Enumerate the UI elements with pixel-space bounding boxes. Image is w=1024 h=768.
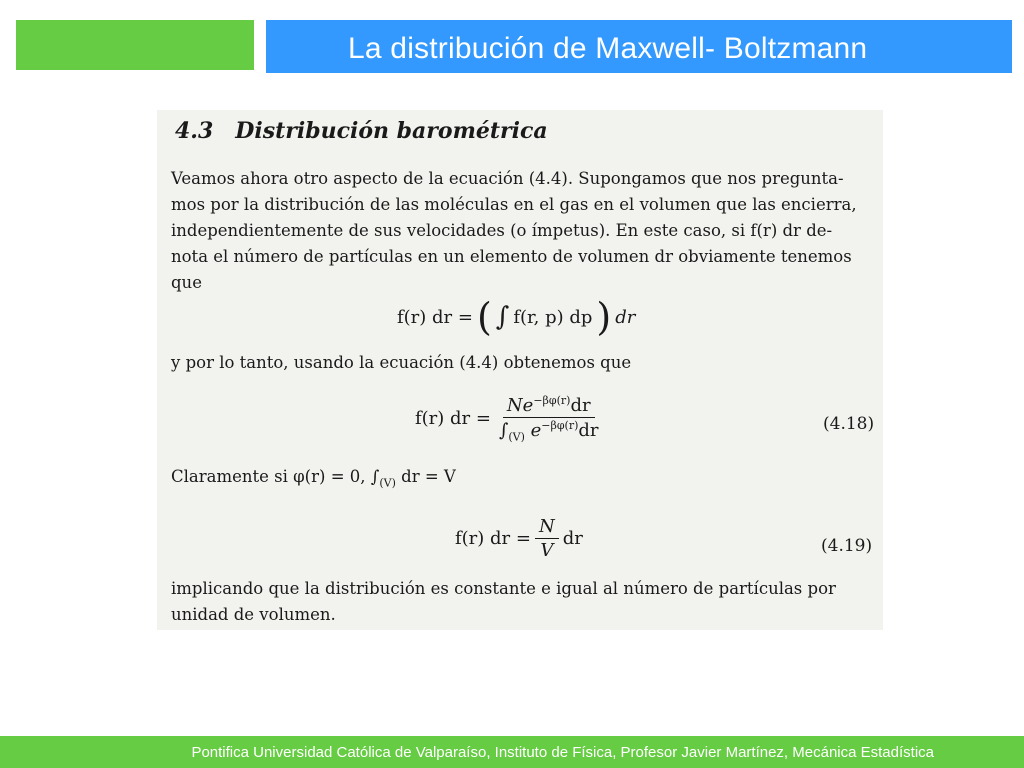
equation-3-denominator: V [540, 540, 554, 561]
equation-2-lhs: f(r) dr = [415, 408, 491, 430]
integral-sign: ∫ [495, 302, 510, 332]
header-green-block [16, 20, 254, 70]
equation-3 [455, 516, 583, 561]
section-title: Distribución barométrica [235, 118, 548, 144]
section-number: 4.3 [175, 118, 214, 144]
footer-bar [0, 736, 1024, 768]
title-bar [266, 20, 1012, 73]
equation-number-4-19: (4.19) [821, 536, 873, 556]
paragraph-3 [171, 464, 871, 496]
equation-3-fraction [535, 516, 559, 561]
equation-2 [415, 394, 607, 444]
equation-2-fraction [495, 394, 603, 444]
paragraph-line: mos por la distribución de las moléculas en el gas en el volumen que las encierra, [171, 195, 857, 214]
paragraph-line: Veamos ahora otro aspecto de la ecuación (4.4). Supongamos que nos pregunta- [171, 169, 844, 188]
paragraph-1 [171, 166, 871, 296]
equation-number-4-18: (4.18) [823, 414, 875, 434]
equation-2-numerator: $Ne^{-\beta\varphi(r)}dr$ [503, 394, 595, 418]
equation-2-denominator: $\int_{(V)}$ $e^{-\beta\varphi(r)}dr$ [498, 419, 599, 444]
paragraph-2 [171, 350, 871, 376]
paragraph-line: unidad de volumen. [171, 605, 336, 624]
equation-1-lhs: f(r) dr = [397, 306, 473, 328]
left-paren: ( [476, 295, 492, 339]
equation-1-rhs: dr [615, 306, 636, 328]
footer-text: Pontifica Universidad Católica de Valparaíso, Instituto de Física, Profesor Javier Martínez, Mecánica Estadística [191, 744, 934, 761]
section-heading [175, 118, 548, 144]
equation-3-lhs: f(r) dr = [455, 528, 531, 549]
paragraph-line: y por lo tanto, usando la ecuación (4.4) obtenemos que [171, 353, 632, 372]
equation-1 [397, 295, 636, 339]
paragraph-4 [171, 576, 871, 628]
right-paren: ) [596, 295, 612, 339]
paragraph-line: implicando que la distribución es constante e igual al número de partículas por [171, 579, 836, 598]
scanned-textbook-page [157, 110, 883, 630]
paragraph-line: que [171, 273, 202, 292]
equation-1-integrand: f(r, p) dp [513, 306, 593, 328]
paragraph-line: nota el número de partículas en un elemento de volumen dr obviamente tenemos [171, 247, 852, 266]
paragraph-line: Claramente si φ(r) = 0, $\int_{(V)}$ dr = V [171, 467, 456, 490]
equation-3-tail: dr [562, 528, 583, 549]
paragraph-line: independientemente de sus velocidades (o ímpetus). En este caso, si f(r) dr de- [171, 221, 833, 240]
equation-3-numerator: N [535, 516, 559, 539]
page-title: La distribución de Maxwell- Boltzmann [348, 32, 868, 65]
